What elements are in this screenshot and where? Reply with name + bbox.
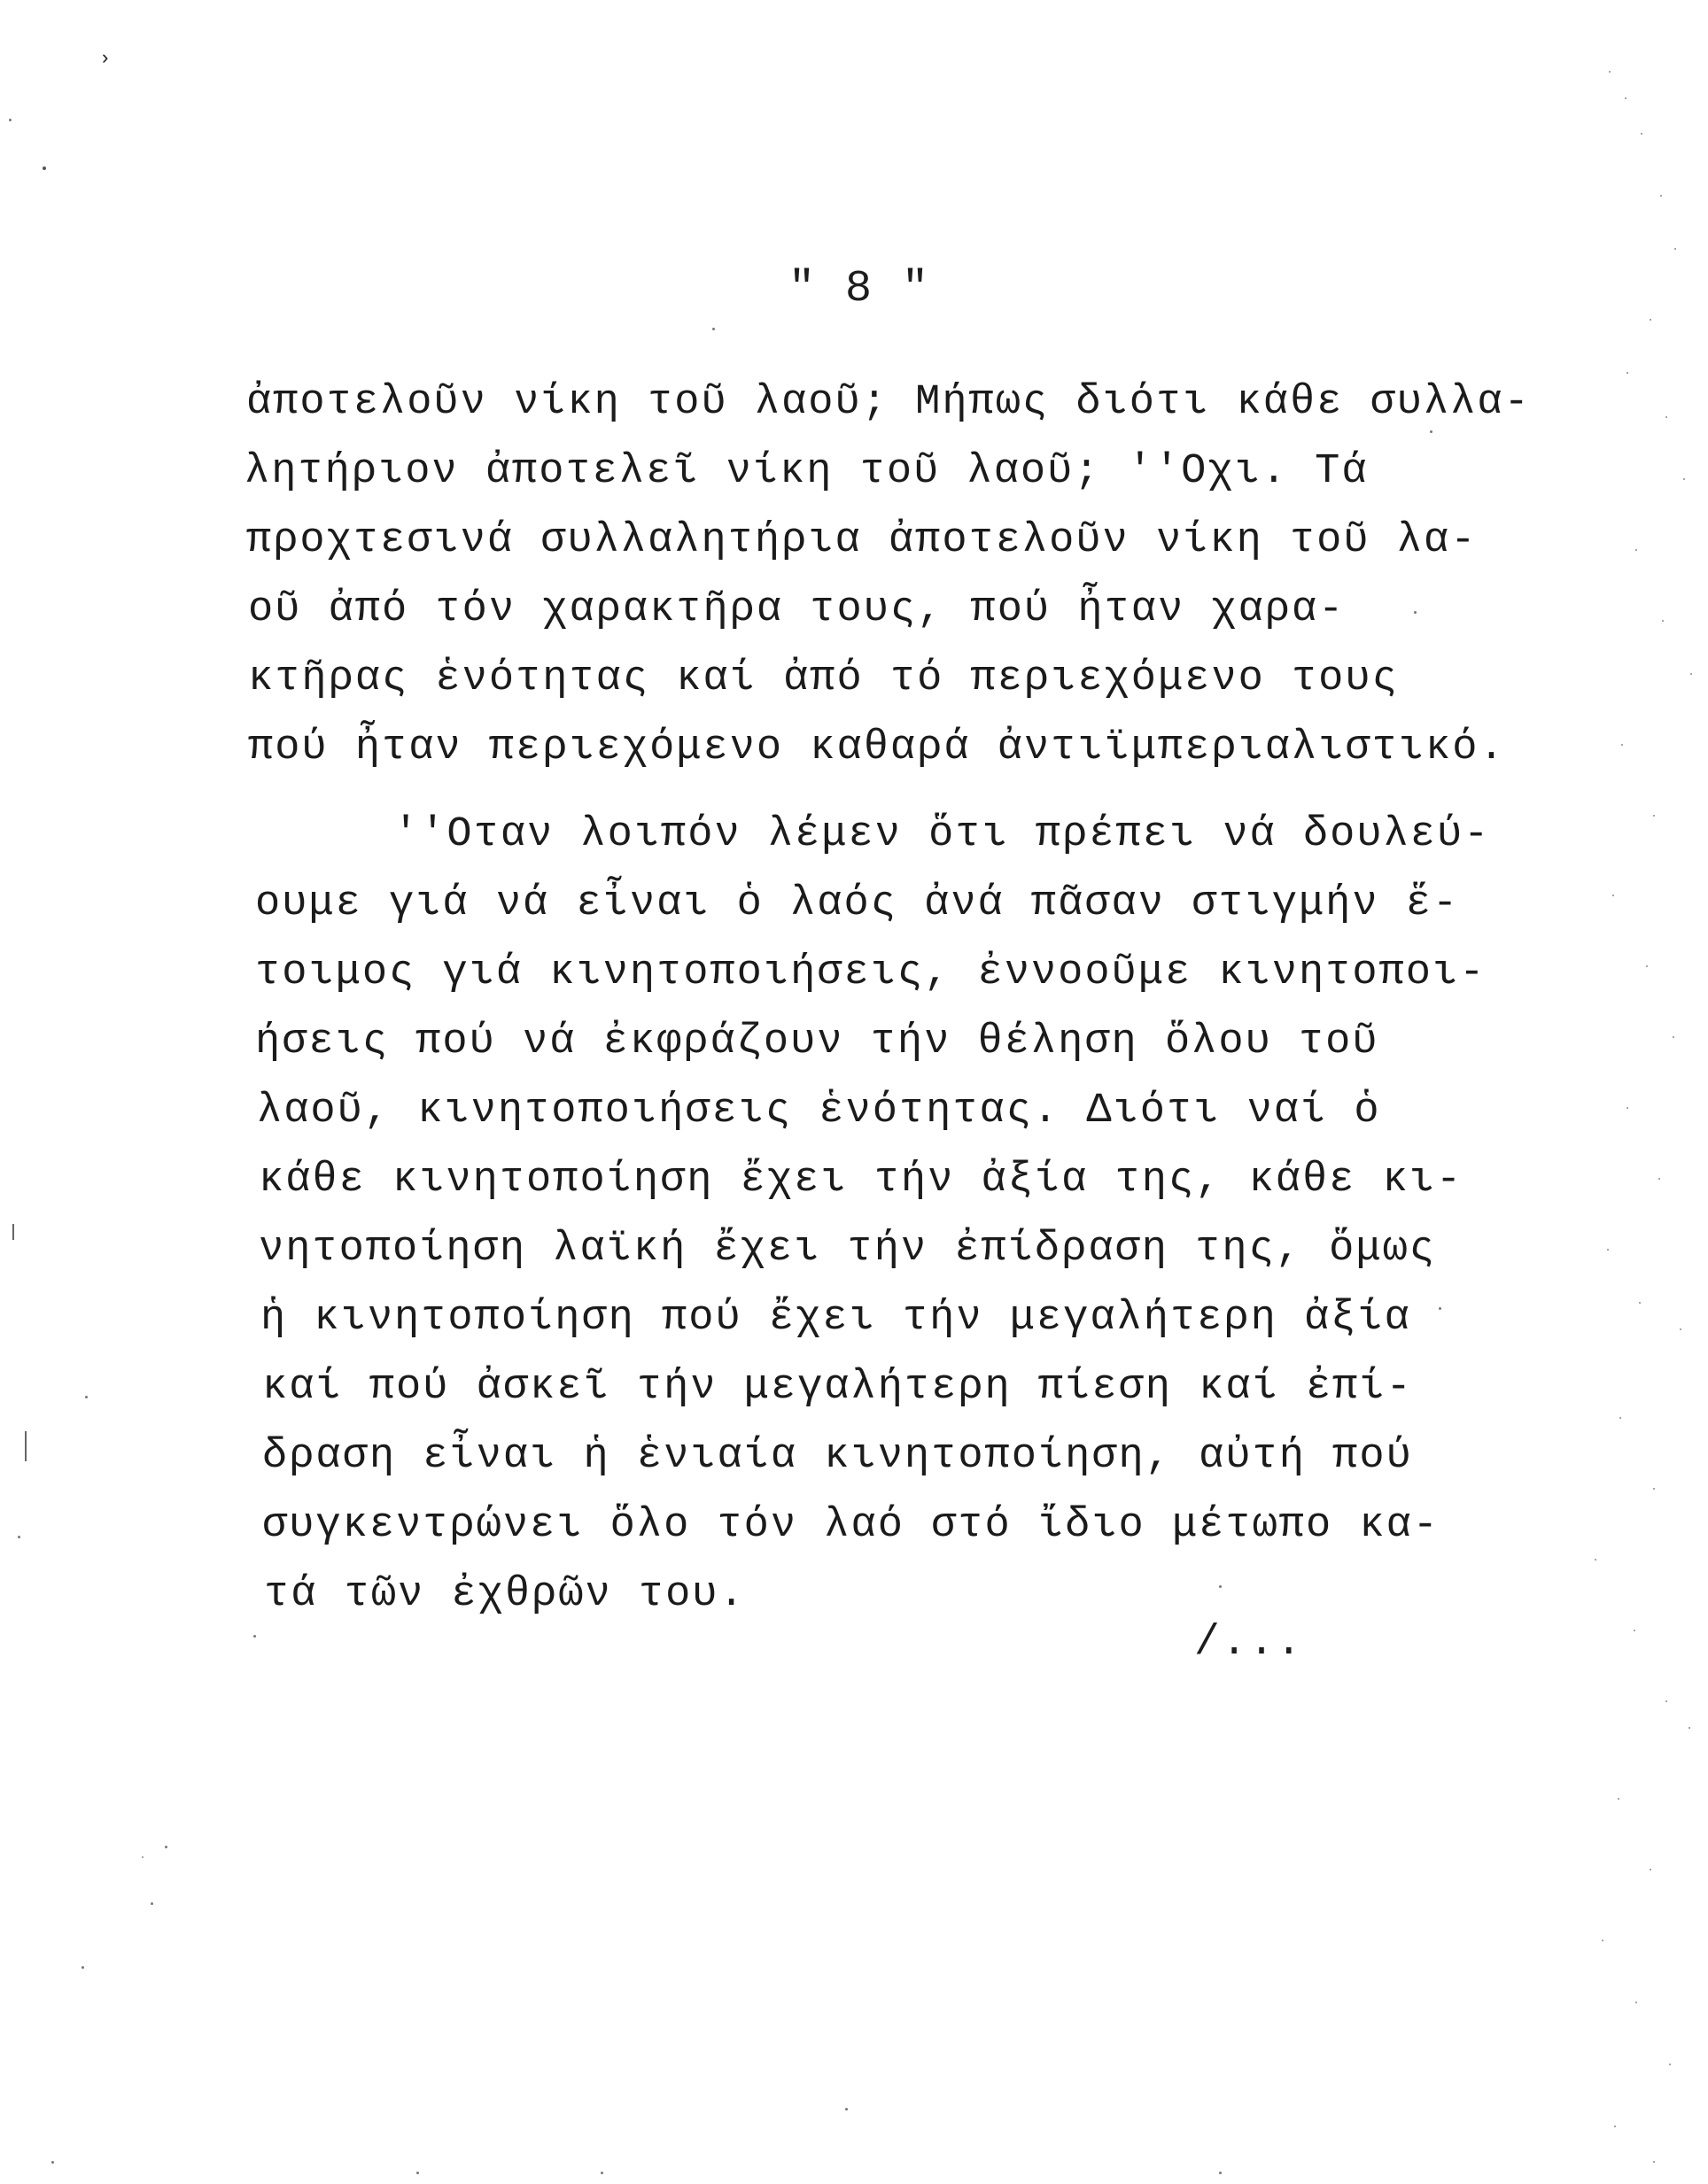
continuation-marker: /... [1194, 1619, 1304, 1667]
page-number: " 8 " [788, 264, 931, 314]
scan-speck [1619, 1417, 1621, 1419]
scan-speck [1595, 1559, 1596, 1561]
scan-speck [18, 1536, 20, 1538]
scan-speck [1689, 1727, 1690, 1729]
scan-speck [1653, 1488, 1655, 1490]
scan-speck [85, 1396, 88, 1398]
scan-speck [1662, 620, 1664, 622]
scan-speck [1414, 611, 1417, 614]
scan-speck [1669, 2064, 1671, 2065]
text-line: τά τῶν ἐχθρῶν του. [264, 1571, 746, 1618]
scan-speck [601, 2172, 603, 2174]
text-line: ''Οταν λοιπόν λέμεν ὅτι πρέπει νά δουλεύ- [393, 811, 1491, 858]
scan-speck [1653, 2161, 1655, 2163]
scan-speck [1641, 133, 1642, 135]
scan-speck [1626, 372, 1628, 374]
scan-speck [1614, 2126, 1616, 2127]
scan-speck [1650, 1869, 1651, 1870]
scan-speck [1621, 744, 1623, 746]
text-line: λητήριον ἀποτελεῖ νίκη τοῦ λαοῦ; ''Οχι. Τά [245, 448, 1369, 495]
text-line: κτῆρας ἑνότητας καί ἀπό τό περιεχόμενο τους [248, 655, 1399, 702]
scan-speck [1665, 416, 1667, 418]
scan-speck [1219, 1585, 1222, 1588]
text-line: δραση εἶναι ἡ ἑνιαία κινητοποίηση, αὐτή πού [262, 1433, 1413, 1480]
scan-speck [1646, 965, 1648, 967]
scan-speck [1665, 1700, 1667, 1702]
scan-speck [1674, 248, 1676, 250]
scan-speck [82, 1966, 84, 1969]
scan-speck [1660, 195, 1662, 197]
scan-speck [1219, 2172, 1222, 2174]
scan-speck [712, 328, 715, 330]
scan-speck [151, 1902, 153, 1905]
text-line: ἡ κινητοποίηση πού ἔχει τήν μεγαλήτερη ἀξία [260, 1295, 1411, 1342]
text-line: λαοῦ, κινητοποιήσεις ἑνότητας. Διότι ναί ὁ [257, 1088, 1381, 1135]
scan-speck [416, 2172, 419, 2174]
left-edge-scan-mark [25, 1431, 27, 1461]
text-line: ήσεις πού νά ἐκφράζουν τήν θέληση ὅλου τοῦ [255, 1018, 1379, 1065]
text-line: ἀποτελοῦν νίκη τοῦ λαοῦ; Μήπως διότι κάθε συλλα- [246, 379, 1531, 426]
scan-speck [1639, 1302, 1641, 1304]
corner-mark: › [99, 48, 112, 70]
scan-speck [51, 2161, 54, 2164]
text-line: συγκεντρώνει ὅλο τόν λαό στό ἴδιο μέτωπο κα- [262, 1502, 1440, 1549]
scan-speck [1673, 1036, 1674, 1038]
text-line: πού ἦταν περιεχόμενο καθαρά ἀντιϊμπεριαλιστικό. [248, 724, 1506, 771]
scan-speck [1683, 478, 1685, 480]
scan-speck [1635, 549, 1637, 551]
scan-speck [1625, 97, 1626, 99]
scan-speck [165, 1846, 167, 1848]
scan-speck [845, 2108, 848, 2110]
scan-speck [142, 1856, 144, 1858]
text-line: ουμε γιά νά εἶναι ὁ λαός ἀνά πᾶσαν στιγμήν ἕ- [255, 880, 1460, 927]
text-line: κάθε κινητοποίηση ἔχει τήν ἀξία της, κάθε κι- [259, 1157, 1463, 1204]
scan-speck [253, 1635, 256, 1638]
scan-speck [1650, 319, 1651, 321]
scan-speck [1439, 1307, 1441, 1310]
scan-speck [1634, 1630, 1635, 1631]
text-line: προχτεσινά συλλαλητήρια ἀποτελοῦν νίκη τοῦ λα- [246, 517, 1478, 564]
left-edge-scan-mark [12, 1224, 14, 1240]
text-line: τοιμος γιά κινητοποιήσεις, ἐννοοῦμε κινητοποι- [255, 949, 1487, 996]
scan-speck [9, 119, 12, 121]
scan-speck [1690, 673, 1692, 675]
scan-speck [1653, 815, 1655, 817]
text-line: οῦ ἀπό τόν χαρακτῆρα τους, πού ἦταν χαρα- [248, 586, 1346, 633]
scan-speck [1612, 895, 1614, 896]
scan-speck [1626, 1107, 1628, 1109]
scan-speck [1609, 71, 1611, 73]
scan-speck [43, 167, 46, 170]
scan-speck [1602, 1940, 1603, 1941]
text-line: καί πού ἀσκεῖ τήν μεγαλήτερη πίεση καί ἐπί- [262, 1364, 1413, 1411]
scan-speck [1618, 1798, 1619, 1800]
scan-speck [1680, 1328, 1681, 1330]
scan-speck [1607, 1249, 1609, 1251]
scan-speck [1658, 1178, 1660, 1180]
text-line: νητοποίηση λαϊκή ἔχει τήν ἐπίδραση της, ὅμως [259, 1226, 1437, 1273]
scan-speck [1430, 430, 1432, 433]
scan-speck [1635, 2002, 1637, 2003]
